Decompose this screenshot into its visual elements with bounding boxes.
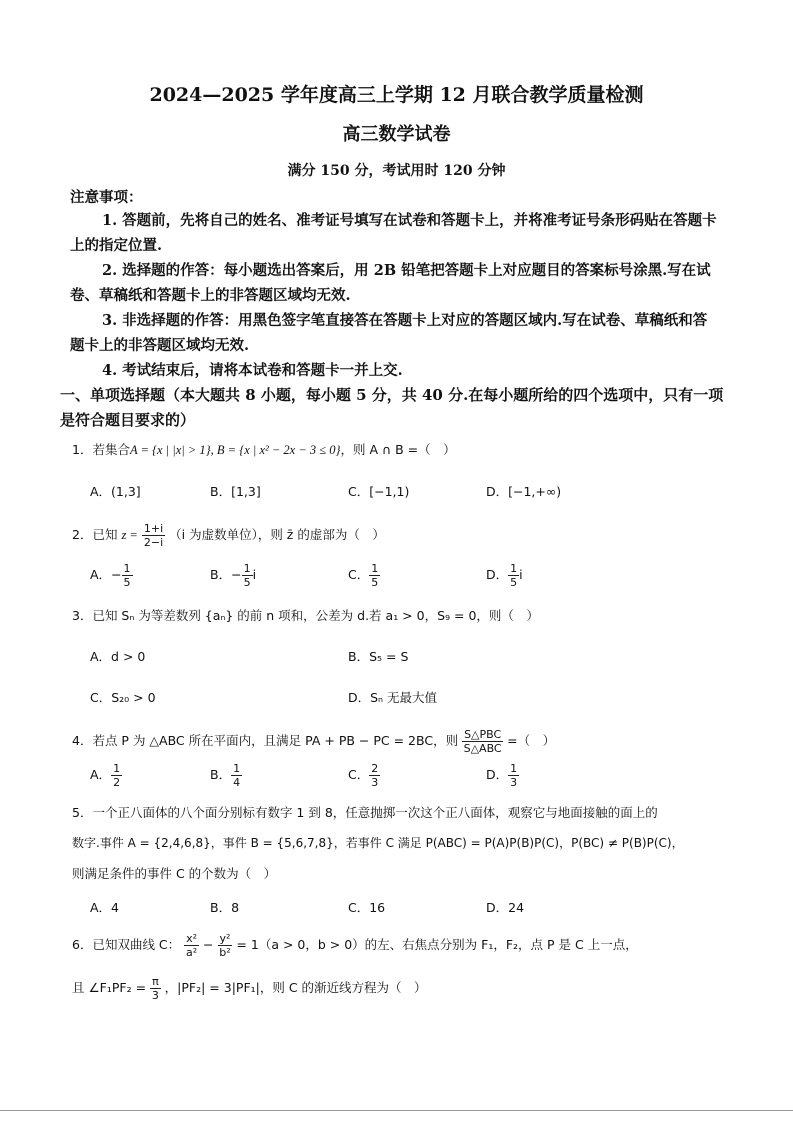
q1-option-a: A．(1,3]	[90, 484, 141, 499]
question-2	[72, 522, 385, 549]
q4-option-d-frac	[508, 762, 519, 789]
q2-option-b-den: 5	[243, 576, 251, 589]
q4-option-b-frac	[231, 762, 242, 789]
q2-option-b-frac	[242, 562, 253, 589]
question-4	[72, 728, 555, 755]
notes-heading: 注意事项：	[70, 189, 143, 206]
note-item-1: 1. 答题前，先将自己的姓名、准考证号填写在试卷和答题卡上，并将准考证号条形码贴在答题卡上的指定位置.	[70, 212, 717, 254]
q6-pi-den: 3	[151, 989, 159, 1002]
q2-option-b-label: B．	[210, 567, 232, 582]
q1-stem-a: 1．若集合	[72, 442, 130, 457]
q6-line2-a: 且 ∠F₁PF₂ =	[72, 980, 147, 995]
q1-option-d: D．[−1,+∞)	[486, 484, 562, 499]
q4-area-ratio	[462, 728, 503, 755]
note-item-2: 2. 选择题的作答：每小题选出答案后，用 2B 铅笔把答题卡上对应题目的答案标号涂黑.写在试卷、草稿纸和答题卡上的非答题区域均无效.	[70, 262, 711, 304]
q4-stem-b: =（ ）	[507, 733, 556, 748]
q4-option-d	[486, 762, 519, 789]
question-5-line-3: 则满足条件的事件 C 的个数为（ ）	[72, 866, 277, 881]
q2-z: z =	[121, 528, 138, 542]
q3-option-c: C．S₂₀ > 0	[90, 690, 156, 705]
q2-option-c-num: 1	[371, 562, 379, 575]
q1-option-c: C．[−1,1)	[348, 484, 410, 499]
q2-option-b-sign: −	[231, 567, 242, 582]
q4-option-b-den: 4	[233, 776, 241, 789]
q2-stem-a: 2．已知	[72, 527, 118, 542]
q6-pi-num: π	[152, 975, 159, 988]
q5-option-c: C．16	[348, 900, 386, 915]
q2-option-d	[486, 562, 523, 589]
q4-option-c	[348, 762, 380, 789]
q6-stem-a: 6．已知双曲线 C：	[72, 937, 181, 952]
question-1	[72, 440, 456, 458]
q4-option-c-label: C．	[348, 767, 370, 782]
q1-option-b: B．[1,3]	[210, 484, 261, 499]
q4-option-c-den: 3	[371, 776, 379, 789]
q2-option-a-sign: −	[111, 567, 122, 582]
q6-frac-x	[184, 932, 199, 959]
q6-frac-x-den: a²	[186, 946, 198, 959]
q4-option-a	[90, 762, 122, 789]
q2-option-d-suffix: i	[519, 567, 523, 582]
q2-option-c-frac	[369, 562, 380, 589]
q2-option-a-num: 1	[123, 562, 131, 575]
q2-option-c-den: 5	[371, 576, 379, 589]
exam-title: 2024—2025 学年度高三上学期 12 月联合教学质量检测	[149, 84, 644, 106]
q4-stem-a: 4．若点 P 为 △ABC 所在平面内，且满足 PA + PB − PC = 2BC，则	[72, 733, 459, 748]
q2-option-d-frac	[508, 562, 519, 589]
q2-option-a-label: A．	[90, 567, 112, 582]
note-item-3: 3. 非选择题的作答：用黑色签字笔直接答在答题卡上对应的答题区域内.写在试卷、草稿纸和答题卡上的非答题区域均无效.	[70, 312, 708, 354]
note-item-4: 4. 考试结束后，请将本试卷和答题卡一并上交.	[102, 362, 403, 379]
q6-frac-x-num: x²	[186, 932, 198, 945]
q2-stem-b: （i 为虚数单位），则 z̄ 的虚部为（ ）	[169, 527, 385, 542]
q2-option-d-den: 5	[510, 576, 518, 589]
q4-option-a-den: 2	[113, 776, 121, 789]
q6-frac-y-den: b²	[219, 946, 231, 959]
q5-option-a: A．4	[90, 900, 120, 915]
q2-option-a-den: 5	[123, 576, 131, 589]
q2-option-d-num: 1	[510, 562, 518, 575]
q2-option-b	[210, 562, 256, 589]
q4-ratio-den: S△ABC	[463, 742, 502, 755]
q4-option-c-num: 2	[371, 762, 379, 775]
q4-option-b	[210, 762, 242, 789]
exam-meta: 满分 150 分，考试用时 120 分钟	[287, 163, 506, 179]
q2-fraction-den: 2−i	[143, 536, 164, 549]
q1-sets: A = {x | |x| > 1}, B = {x | x² − 2x − 3 ≤ 0}	[129, 443, 341, 457]
question-6-line-1	[72, 932, 638, 959]
q6-frac-y	[218, 932, 233, 959]
q6-frac-y-num: y²	[219, 932, 231, 945]
q6-stem-b: = 1（a > 0，b > 0）的左、右焦点分别为 F₁，F₂，点 P 是 C 上一点，	[236, 937, 638, 952]
page-bottom-rule	[0, 1110, 793, 1111]
q2-option-b-suffix: i	[252, 567, 257, 582]
q4-option-d-den: 3	[510, 776, 518, 789]
subject-title: 高三数学试卷	[342, 124, 451, 145]
q2-option-a-frac	[122, 562, 133, 589]
q2-fraction-num: 1+i	[143, 522, 164, 535]
q4-option-a-frac	[111, 762, 122, 789]
q4-option-d-num: 1	[510, 762, 518, 775]
question-3: 3．已知 Sₙ 为等差数列 {aₙ} 的前 n 项和，公差为 d.若 a₁ > 0，S₉ = 0，则（ ）	[72, 608, 539, 623]
question-6-line-2	[72, 975, 427, 1002]
q3-option-a: A．d > 0	[90, 649, 146, 664]
q4-option-a-label: A．	[90, 767, 112, 782]
q4-option-d-label: D．	[486, 767, 509, 782]
q3-option-d: D．Sₙ 无最大值	[348, 690, 438, 705]
q1-stem-b: ，则 A ∩ B =（ ）	[340, 442, 456, 457]
q6-minus: −	[203, 937, 214, 952]
q3-option-b: B．S₅ = S	[348, 649, 409, 664]
q2-option-c-label: C．	[348, 567, 370, 582]
q4-option-a-num: 1	[113, 762, 121, 775]
q4-option-b-num: 1	[233, 762, 241, 775]
q6-pi-frac	[150, 975, 161, 1002]
q2-option-d-label: D．	[486, 567, 509, 582]
q6-line2-b: ，|PF₂| = 3|PF₁|，则 C 的渐近线方程为（ ）	[164, 980, 427, 995]
question-5-line-2: 数字.事件 A = {2,4,6,8}，事件 B = {5,6,7,8}，若事件 C 满足 P(ABC) = P(A)P(B)P(C)，P(BC) ≠ P(B)P(C)，	[72, 836, 684, 850]
q4-ratio-num: S△PBC	[464, 728, 502, 741]
q2-option-c	[348, 562, 380, 589]
section-heading: 一、单项选择题（本大题共 8 小题，每小题 5 分，共 40 分.在每小题所给的四个选项中，只有一项是符合题目要求的）	[60, 386, 724, 429]
q2-option-b-num: 1	[243, 562, 251, 575]
q2-fraction	[142, 522, 165, 549]
question-5-line-1: 5．一个正八面体的八个面分别标有数字 1 到 8，任意抛掷一次这个正八面体，观察它与地面接触的面上的	[72, 805, 658, 820]
q5-option-b: B．8	[210, 900, 240, 915]
q5-option-d: D．24	[486, 900, 525, 915]
q4-option-b-label: B．	[210, 767, 232, 782]
q2-option-a	[90, 562, 133, 589]
q4-option-c-frac	[369, 762, 380, 789]
